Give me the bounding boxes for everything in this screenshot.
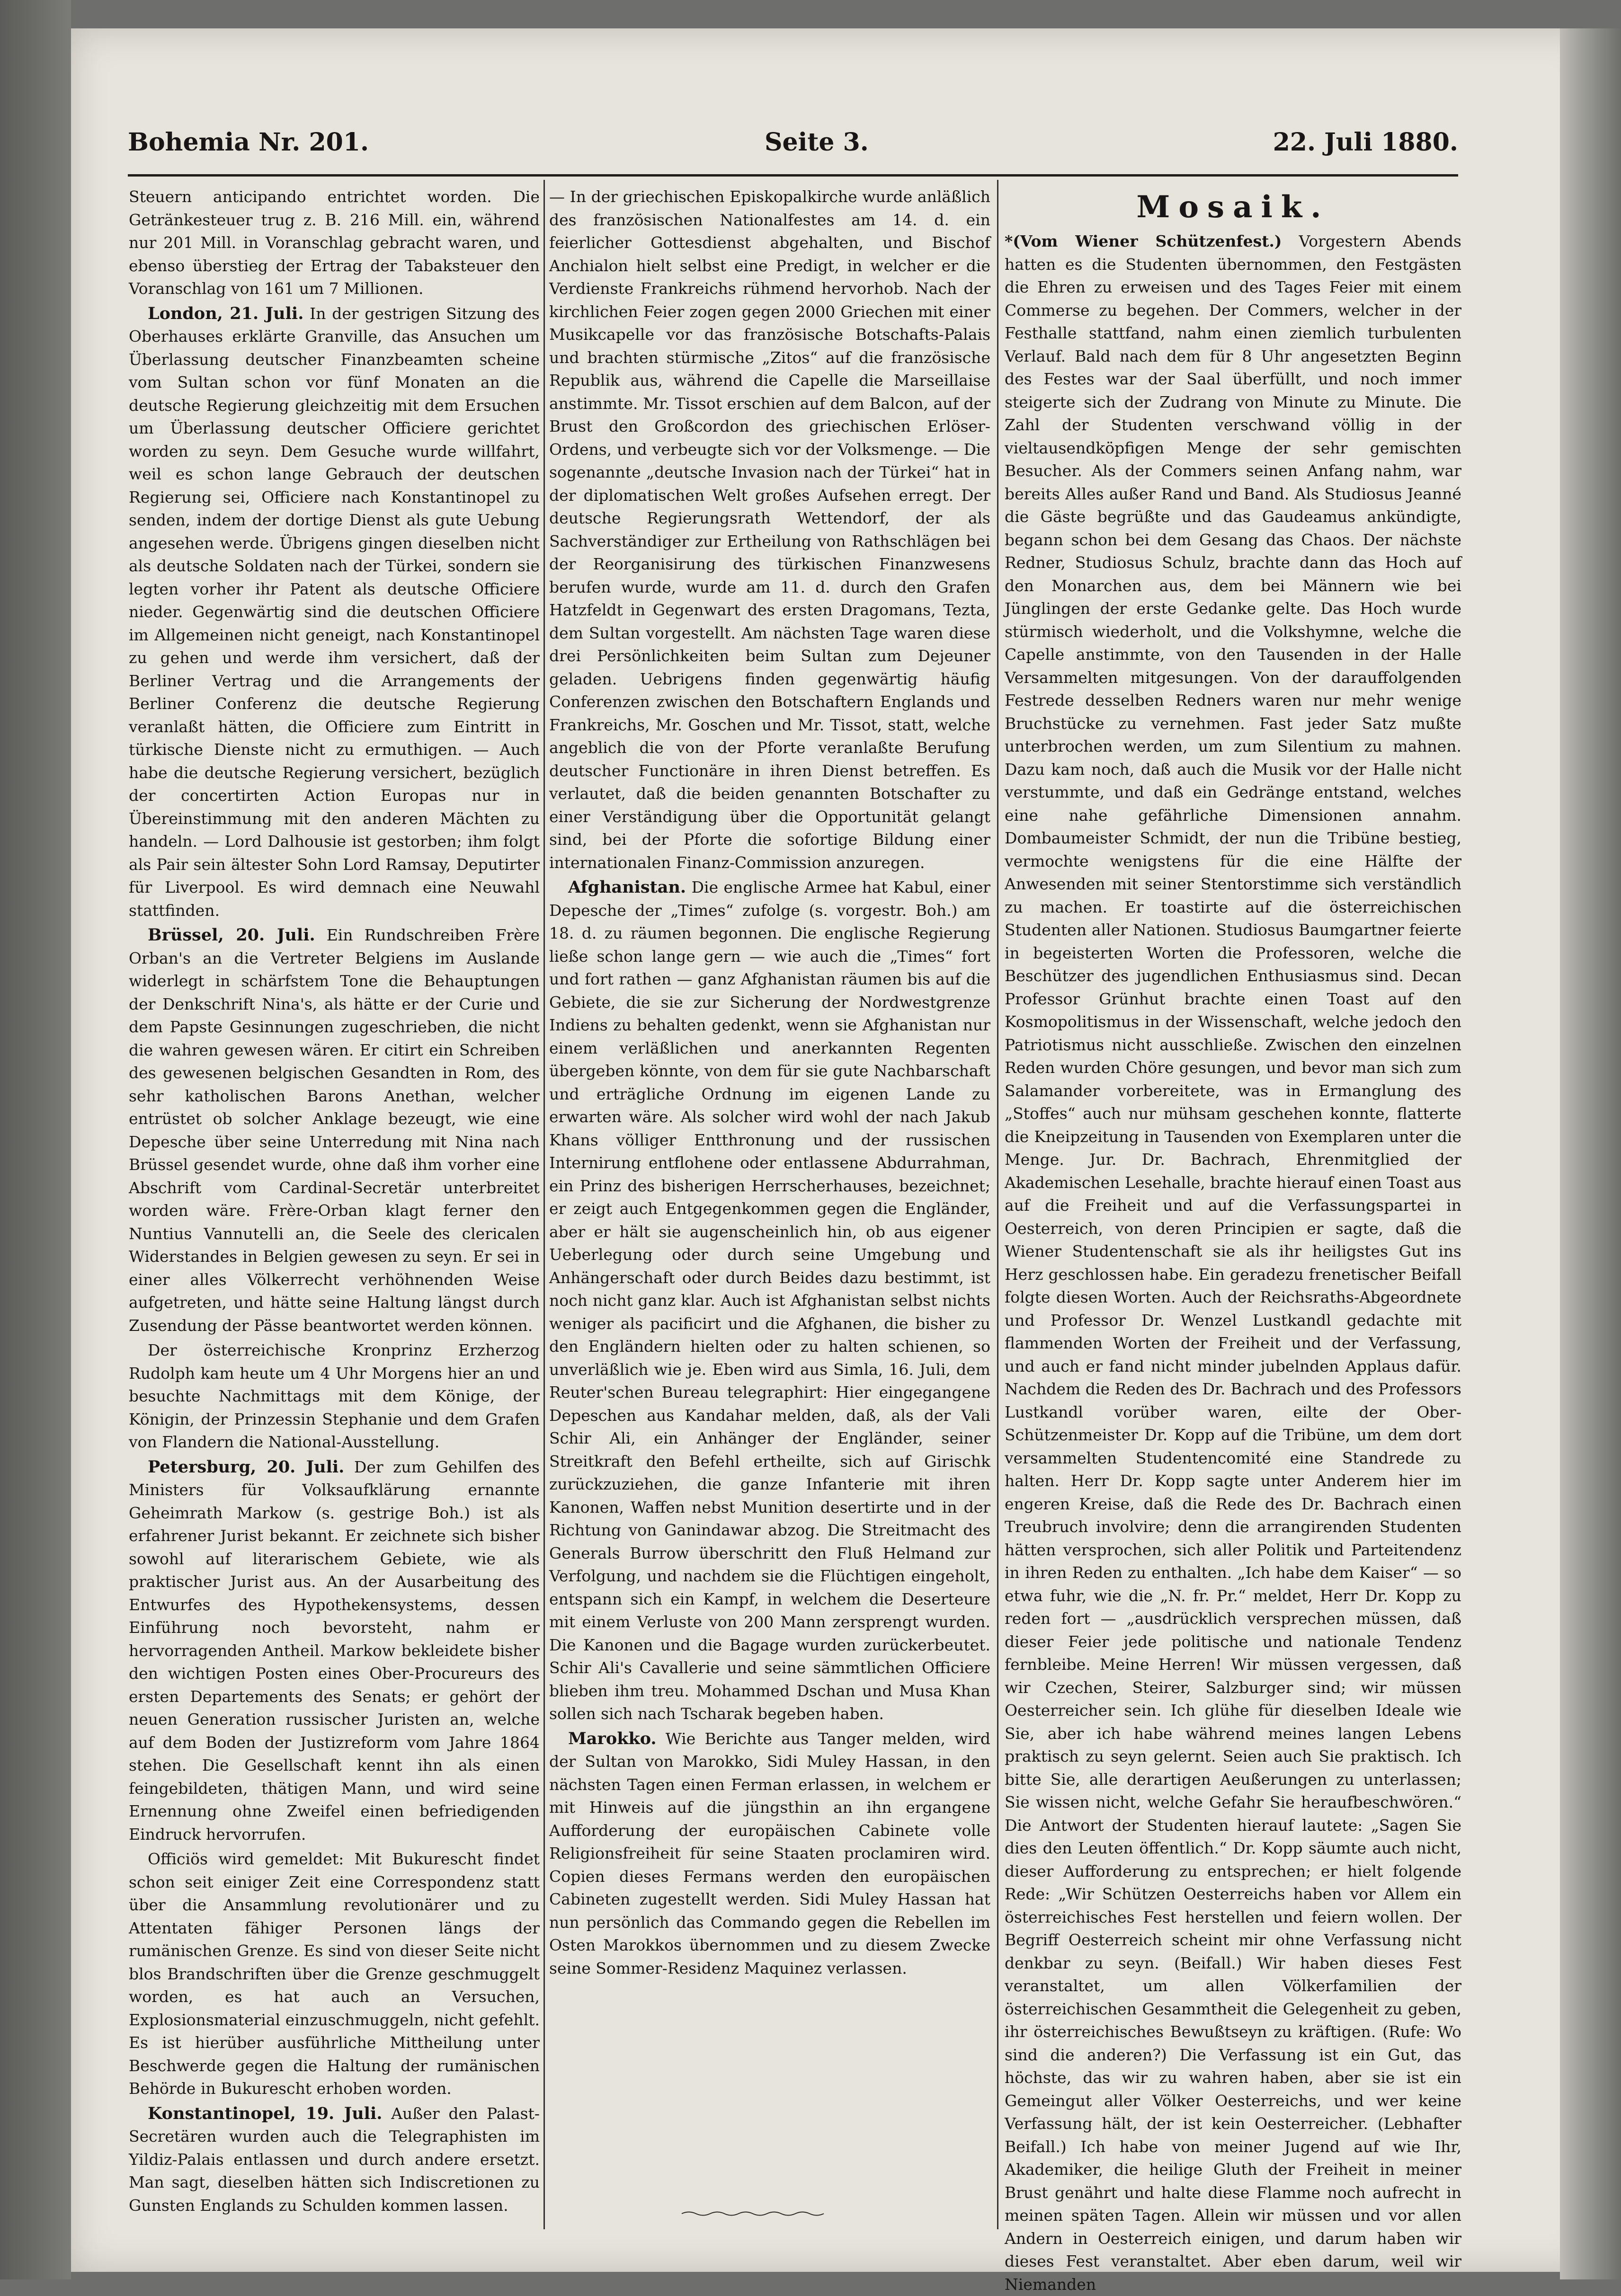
column-1 [129,186,540,2221]
text-konstantinopel: Außer den Palast-Secretären wurden auch die Telegraphisten im Yildiz-Palais entlassen und durch andere ersetzt. Man sagt, dieselben hätten sich Indiscretionen zu Gunsten Englands zu Schulden kommen lassen. [129,2104,540,2215]
article-officioes: Officiös wird gemeldet: Mit Bukurescht findet schon seit einiger Zeit eine Correspondenz statt über die Ansammlung revolutionärer und zu Attentaten fähiger Personen längs der rumänischen Grenze. Es sind von dieser Seite nicht blos Brandschriften über die Grenze geschmuggelt worden, es hat auch an Versuchen, Explosionsmaterial einzuschmuggeln, nicht gefehlt. Es ist hierüber ausführliche Mittheilung unter Beschwerde gegen die Haltung der rumänischen Behörde in Bukurescht erhoben worden. [129,1850,540,2098]
header-page-number: Seite 3. [765,128,869,157]
dateline-konstantinopel: Konstantinopel, 19. Juli. [148,2103,383,2123]
article-heading-schuetzenfest: *(Vom Wiener Schützenfest.) [1005,232,1282,250]
end-ornament [682,2210,824,2217]
column-rule-1 [543,180,545,2229]
column-rule-2 [997,180,998,2229]
dateline-afghanistan: Afghanistan. [568,878,686,897]
dateline-marokko: Marokko. [568,1729,657,1748]
column-3 [1005,186,1461,2294]
article-griechische-kirche: — In der griechischen Episkopalkirche wurde anläßlich des französischen Nationalfestes am 14. d. ein feierlicher Gottesdienst abgehalten, und Bischof Anchialon hielt selbst eine Predigt, in welcher er die Verdienste Frankreichs rühmend hervorhob. Nach der kirchlichen Feier zogen gegen 2000 Griechen mit einer Musikcapelle vor das französische Botschafts-Palais und brachten stürmische „Zitos“ auf die französische Republik aus, während die Capelle die Marseillaise anstimmte. Mr. Tissot erschien auf dem Balcon, auf der Brust den Großcordon des griechischen Erlöser-Ordens, und verbeugte sich vor der Volksmenge. — Die sogenannte „deutsche Invasion nach der Türkei“ hat in der diplomatischen Welt großes Aufsehen erregt. Der deutsche Regierungsrath Wettendorf, der als Sachverständiger zur Ertheilung von Rathschlägen bei der Reorganisirung des türkischen Finanzwesens berufen wurde, wurde am 11. d. durch den Grafen Hatzfeldt in Gegenwart des ersten Dragomans, Tezta, dem Sultan vorgestellt. Am nächsten Tage waren diese drei Persönlichkeiten beim Sultan zum Dejeuner geladen. Uebrigens finden gegenwärtig häufig Conferenzen zwischen den Botschaftern Englands und Frankreichs, Mr. Goschen und Mr. Tissot, statt, welche angeblich die von der Pforte veranlaßte Berufung deutscher Functionäre in ihren Dienst betreffen. Es verlautet, daß die beiden genannten Botschafter zu einer Verständigung über die Opportunität gelangt sind, bei der Pforte die sofortige Bildung einer internationalen Finanz-Commission anzuregen. [549,187,990,872]
article-steuern: Steuern anticipando entrichtet worden. Die Getränkesteuer trug z. B. 216 Mill. ein, während nur 201 Mill. in Voranschlag gebracht waren, und ebenso überstieg der Ertrag der Tabaksteuer den Voranschlag von 161 um 7 Millionen. [129,187,540,298]
text-petersburg: Der zum Gehilfen des Ministers für Volksaufklärung ernannte Geheimrath Markow (s. gestrige Boh.) ist als erfahrener Jurist bekannt. Er zeichnete sich bisher sowohl auf literarischem Gebiete, wie als praktischer Jurist aus. An der Ausarbeitung des Entwurfes des Hypothekensystems, dessen Einführung noch bevorsteht, nahm er hervorragenden Antheil. Markow bekleidete bisher den wichtigen Posten eines Ober-Procureurs des ersten Departements des Senats; er gehört der neuen Generation russischer Juristen an, welche auf dem Boden der Justizreform vom Jahre 1864 stehen. Die Gesellschaft kennt ihn als einen feingebildeten, thätigen Mann, und wird seine Ernennung ohne Zweifel einen befriedigenden Eindruck hervorrufen. [129,1457,540,1844]
text-london: In der gestrigen Sitzung des Oberhauses erklärte Granville, das Ansuchen um Überlassung deutscher Finanzbeamten scheine vom Sultan schon vor fünf Monaten an die deutsche Regierung gleichzeitig mit dem Ersuchen um Überlassung deutscher Officiere gerichtet worden zu seyn. Dem Gesuche wurde willfahrt, weil es schon lange Gebrauch der deutschen Regierung sei, Officiere nach Konstantinopel zu senden, indem der dortige Dienst als gute Uebung angesehen werde. Übrigens gingen dieselben nicht als deutsche Soldaten nach der Türkei, sondern sie legten vorher ihr Patent als deutsche Officiere nieder. Gegenwärtig sind die deutschen Officiere im Allgemeinen nicht geneigt, nach Konstantinopel zu gehen und werde ihm versichert, daß der Berliner Vertrag und die Arrangements der Berliner Conferenz die deutsche Regierung veranlaßt hätten, die Officiere zum Eintritt in türkische Dienste nicht zu ermuthigen. — Auch habe die deutsche Regierung versichert, bezüglich der concertirten Action Europas nur in Übereinstimmung mit den anderen Mächten zu handeln. — Lord Dalhousie ist gestorben; ihm folgt als Pair sein ältester Sohn Lord Ramsay, Deputirter für Liverpool. Es wird demnach eine Neuwahl stattfinden. [129,304,540,920]
text-afghanistan: Die englische Armee hat Kabul, einer Depesche der „Times“ zufolge (s. vorgestr. Boh.) am 18. d. zu räumen begonnen. Die englische Regierung ließe schon lange gern — wie auch die „Times“ fort und fort rathen — ganz Afghanistan räumen bis auf die Gebiete, die sie zur Sicherung der Nordwestgrenze Indiens zu behalten gedenkt, wenn sie Afghanistan nur einem verläßlichen und anerkannten Regenten übergeben könnte, von dem für sie gute Nachbarschaft und erträgliche Ordnung im eigenen Lande zu erwarten wäre. Als solcher wird wohl der nach Jakub Khans völliger Entthronung und der russischen Internirung entflohene oder entlassene Abdurrahman, ein Prinz des bisherigen Herrscherhauses, bezeichnet; er zeigt auch Entgegenkommen gegen die Engländer, aber er hält sie augenscheinlich hin, ob aus eigener Ueberlegung oder durch seine Umgebung und Anhängerschaft oder durch Beides dazu bestimmt, ist noch nicht ganz klar. Auch ist Afghanistan selbst nichts weniger als pacificirt und die Afghanen, die bisher zu den Engländern hielten oder zu halten schienen, so unverläßlich wie je. Eben wird aus Simla, 16. Juli, dem Reuter'schen Bureau telegraphirt: Hier eingegangene Depeschen aus Kandahar melden, daß, als der Vali Schir Ali, ein Anhänger der Engländer, seiner Streitkraft den Befehl ertheilte, sich auf Girischk zurückzuziehen, die ganze Infanterie mit ihren Kanonen, Waffen nebst Munition desertirte und in der Richtung von Ganindawar abzog. Die Streitmacht des Generals Burrow überschritt den Fluß Helmand zur Verfolgung, und nachdem sie die Flüchtigen eingeholt, entspann sich ein Kampf, in welchem die Deserteure mit einem Verluste von 200 Mann zersprengt wurden. Die Kanonen und die Bagage wurden zurückerbeutet. Schir Ali's Cavallerie und seine sämmtlichen Officiere blieben ihm treu. Mohammed Dschan und Musa Khan sollen sich nach Tscharak begeben haben. [549,878,990,1723]
text-bruessel: Ein Rundschreiben Frère Orban's an die Vertreter Belgiens im Auslande widerlegt in schärfstem Tone die Behauptungen der Denkschrift Nina's, als hätte er der Curie und dem Papste Gesinnungen zugeschrieben, die nicht die wahren gewesen wären. Er citirt ein Schreiben des gewesenen belgischen Gesandten in Rom, des sehr katholischen Barons Anethan, welcher entrüstet ob solcher Anklage bezeugt, wie eine Depesche über seine Unterredung mit Nina nach Brüssel gesendet wurde, ohne daß ihm vorher eine Abschrift vom Cardinal-Secretär unterbreitet worden wäre. Frère-Orban klagt ferner den Nuntius Vannutelli an, die Seele des clericalen Widerstandes in Belgien gewesen zu seyn. Er sei in einer alles Völkerrecht verhöhnenden Weise aufgetreten, und hätte seine Haltung längst durch Zusendung der Pässe beantwortet werden können. [129,926,540,1335]
article-schuetzenfest [1005,230,1461,2296]
scan-left-margin [0,0,71,2279]
dateline-bruessel: Brüssel, 20. Juli. [148,925,315,945]
article-konstantinopel [129,2102,540,2217]
dateline-petersburg: Petersburg, 20. Juli. [148,1457,345,1477]
header-date: 22. Juli 1880. [1273,128,1458,157]
section-title-mosaik: Mosaik. [1136,189,1330,225]
article-london [129,302,540,922]
page-header [128,128,1458,166]
article-petersburg [129,1456,540,1846]
scan-right-edge [1560,28,1621,2279]
text-schuetzenfest: Vorgestern Abends hatten es die Studenten übernommen, den Festgästen die Ehren zu erweisen und des Tages Feier mit einem Commerse zu begehen. Der Commers, welcher in der Festhalle stattfand, nahm einen ziemlich turbulenten Verlauf. Bald nach dem für 8 Uhr angesetzten Beginn des Festes war der Saal überfüllt, und noch immer steigerte sich der Zudrang von Minute zu Minute. Die Zahl der Studenten verschwand völlig in der vieltausendköpfigen Menge der sehr gemischten Besucher. Als der Commers seinen Anfang nahm, war bereits Alles außer Rand und Band. Als Studiosus Jeanné die Gäste begrüßte und das Gaudeamus ankündigte, begann schon bei dem Gesang das Chaos. Der nächste Redner, Studiosus Schulz, brachte dann das Hoch auf den Monarchen aus, dem bei Männern wie bei Jünglingen der erste Gedanke gelte. Das Hoch wurde stürmisch wiederholt, und die Volkshymne, welche die Capelle anstimmte, von den Tausenden in der Halle Versammelten mitgesungen. Von der darauffolgenden Festrede desselben Redners waren nur mehr wenige Bruchstücke zu vernehmen. Fast jeder Satz mußte unterbrochen werden, um zum Silentium zu mahnen. Dazu kam noch, daß auch die Musik vor der Halle nicht verstummte, und daß ein Gedränge entstand, welches eine nahe gefährliche Dimensionen annahm. Dombaumeister Schmidt, der nun die Tribüne bestieg, vermochte wenigstens für die eine Hälfte der Anwesenden mit seiner Stentorstimme sich verständlich zu machen. Er toastirte auf die österreichischen Studenten aller Nationen. Studiosus Baumgartner feierte in begeisterten Worten die Professoren, welche die Beschützer des jugendlichen Enthusiasmus sind. Decan Professor Grünhut brachte einen Toast auf den Kosmopolitismus in der Wissenschaft, welche jedoch den Patriotismus nicht ausschließe. Zwischen den einzelnen Reden wurden Chöre gesungen, und bevor man sich zum Salamander vorbereitete, was in Ermanglung des „Stoffes“ auch nur mühsam geschehen konnte, flatterte die Kneipzeitung in Tausenden von Exemplaren unter die Menge. Jur. Dr. Bachrach, Ehrenmitglied der Akademischen Lesehalle, brachte hierauf einen Toast aus auf die Freiheit und auf die Verfassungspartei in Oesterreich, von deren Principien er sagte, daß die Wiener Studentenschaft sie als ihr heiligstes Gut ins Herz geschlossen habe. Ein geradezu frenetischer Beifall folgte diesen Worten. Auch der Reichsraths-Abgeordnete und Professor Dr. Wenzel Lustkandl gedachte mit flammenden Worten der Freiheit und der Verfassung, und auch er fand nicht minder jubelnden Applaus dafür. Nachdem die Reden des Dr. Bachrach und des Professors Lustkandl vorüber waren, eilte der Ober-Schützenmeister Dr. Kopp auf die Tribüne, um dem dort versammelten Studentencomité eine Standrede zu halten. Herr Dr. Kopp sagte unter Anderem hier im engeren Kreise, daß die Rede des Dr. Bachrach einen Treubruch involvire; denn die arrangirenden Studenten hätten versprochen, sich aller Politik und Parteitendenz in ihren Reden zu enthalten. „Ich habe dem Kaiser“ — so etwa fuhr, wie die „N. fr. Pr.“ meldet, Herr Dr. Kopp zu reden fort — „ausdrücklich versprechen müssen, daß dieser Feier jede politische und nationale Tendenz fernbleibe. Meine Herren! Wir müssen vergessen, daß wir Czechen, Steirer, Salzburger sind; wir müssen Oesterreicher sein. Ich glühe für dieselben Ideale wie Sie, aber ich habe während meines langen Lebens praktisch zu seyn gelernt. Seien auch Sie praktisch. Ich bitte Sie, alle derartigen Aeußerungen zu unterlassen; Sie wissen nicht, welche Gefahr Sie heraufbeschwören.“ Die Antwort der Studenten hierauf lautete: „Sagen Sie dies den Leuten öffentlich.“ Dr. Kopp säumte auch nicht, dieser Aufforderung zu entsprechen; er hielt folgende Rede: „Wir Schützen Oesterreichs haben vor Allem ein österreichisches Fest herstellen und feiern wollen. Der Begriff Oesterreich scheint mir ohne Verfassung nicht denkbar zu seyn. (Beifall.) Wir haben dieses Fest veranstaltet, um allen Völkerfamilien der österreichischen Gesammtheit die Gelegenheit zu geben, ihr österreichisches Bewußtseyn zu kräftigen. (Rufe: Wo sind die anderen?) Die Verfassung ist ein Gut, das höchste, das wir zu wahren haben, aber sie ist ein Gemeingut aller Völker Oesterreichs, und wer keine Verfassung hält, der ist kein Oesterreicher. (Lebhafter Beifall.) Ich habe von meiner Jugend auf wie Ihr, Akademiker, die heilige Gluth der Freiheit in meiner Brust genährt und halte diese Flamme noch aufrecht in meinen späten Tagen. Allein wir müssen und vor allen Andern in Oesterreich einigen, und darum haben wir dieses Fest veranstaltet. Aber eben darum, weil wir Niemanden [1005,232,1461,2294]
article-marokko [549,1728,990,1980]
column-2 [549,186,990,2221]
header-masthead: Bohemia Nr. 201. [128,128,369,157]
article-bruessel [129,924,540,1337]
header-rule [128,174,1458,177]
article-afghanistan [549,876,990,1726]
text-marokko: Wie Berichte aus Tanger melden, wird der Sultan von Marokko, Sidi Muley Hassan, in den nächsten Tagen einen Ferman erlassen, in welchem er mit Hinweis auf die jüngsthin an ihn ergangene Aufforderung der europäischen Cabinete volle Religionsfreiheit für seine Staaten proclamiren wird. Copien dieses Fermans werden den europäischen Cabineten zugestellt werden. Sidi Muley Hassan hat nun persönlich das Commando gegen die Rebellen im Osten Marokkos übernommen und zu diesem Zwecke seine Sommer-Residenz Maquinez verlassen. [549,1729,990,1977]
article-kronprinz: Der österreichische Kronprinz Erzherzog Rudolph kam heute um 4 Uhr Morgens hier an und besuchte Nachmittags mit dem Könige, der Königin, der Prinzessin Stephanie und dem Grafen von Flandern die National-Ausstellung. [129,1341,540,1451]
dateline-london: London, 21. Juli. [148,303,304,323]
